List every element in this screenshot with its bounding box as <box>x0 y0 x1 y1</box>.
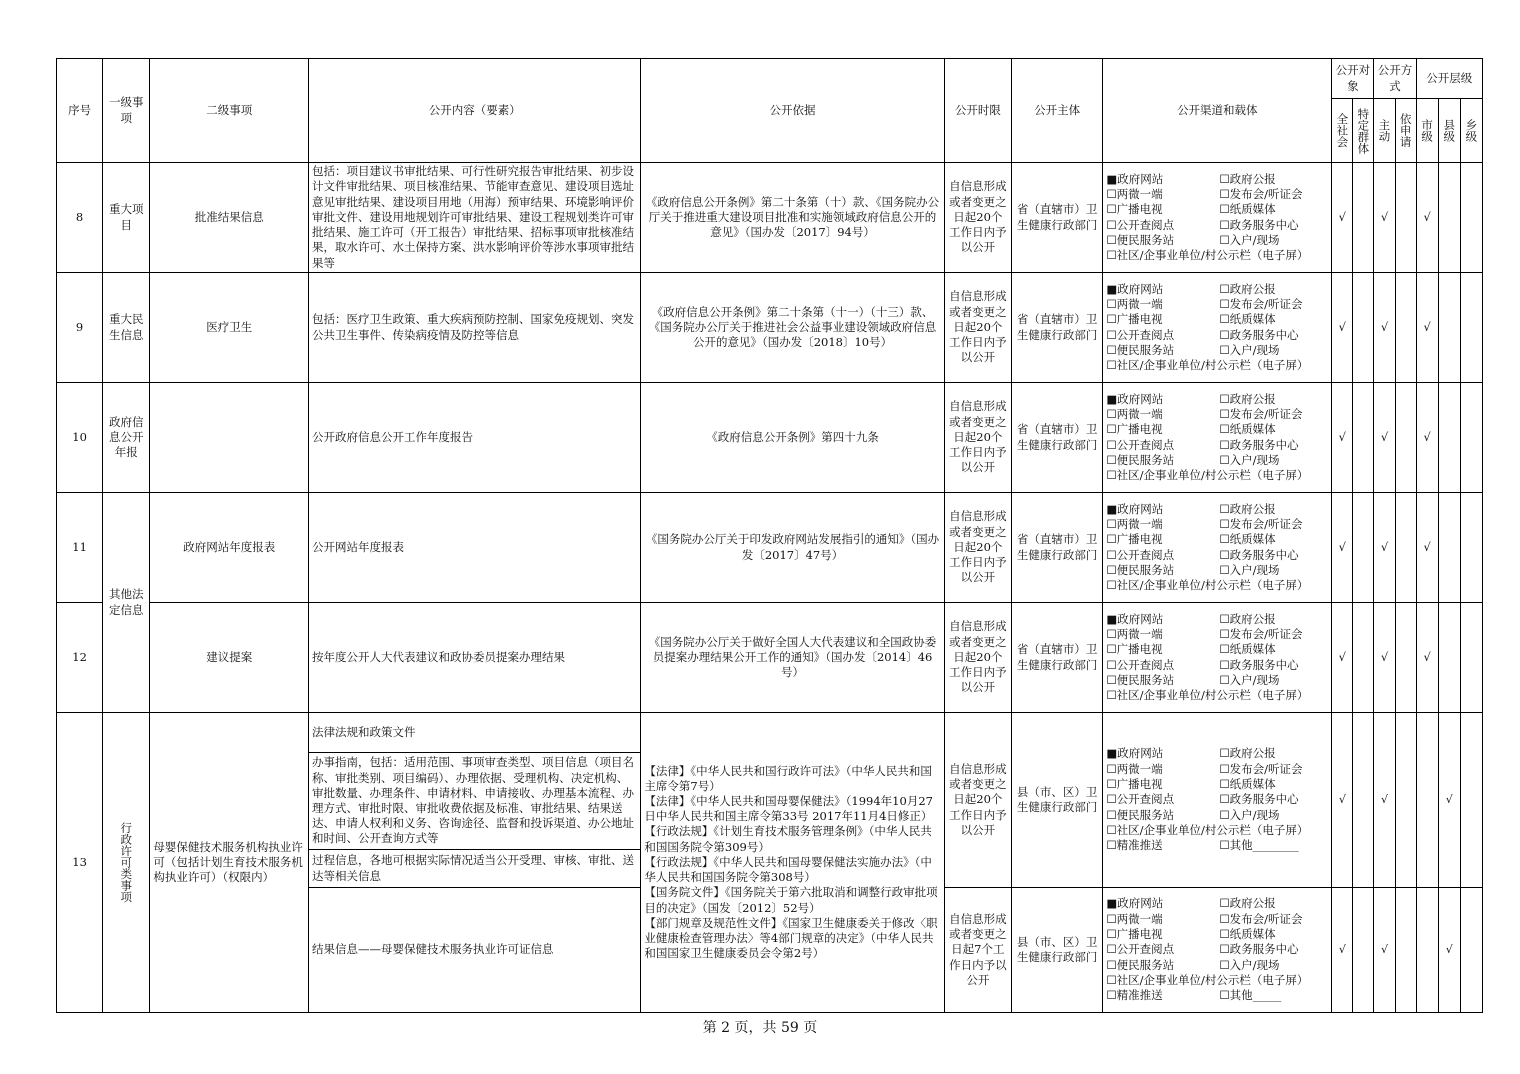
check-mode-apply <box>1395 888 1416 1013</box>
check-target-specific <box>1353 163 1374 273</box>
row-seq: 8 <box>57 163 103 273</box>
check-mode-active: √ <box>1374 603 1395 713</box>
header-level-county: 县级 <box>1442 119 1457 142</box>
row-level1: 其他法定信息 <box>103 493 150 713</box>
row-time-limit: 自信息形成或者变更之日起7个工作日内予以公开 <box>944 888 1011 1013</box>
row-content: 包括：医疗卫生政策、重大疾病预防控制、国家免疫规划、突发公共卫生事件、传染病疫情及防控等信息 <box>309 273 641 383</box>
header-target-specific: 特定群体 <box>1356 107 1371 154</box>
row-basis: 《国务院办公厅关于印发政府网站发展指引的通知》（国办发〔2017〕47号） <box>641 493 944 603</box>
row-level2: 政府网站年度报表 <box>150 493 309 603</box>
row-content-a: 法律法规和政策文件 <box>309 713 641 753</box>
row-subject: 县（市、区）卫生健康行政部门 <box>1011 888 1102 1013</box>
row-content-d: 结果信息——母婴保健技术服务执业许可证信息 <box>309 888 641 1013</box>
row-subject: 县（市、区）卫生健康行政部门 <box>1011 713 1102 888</box>
table-row <box>57 273 1483 383</box>
row-basis: 《国务院办公厅关于做好全国人大代表建议和全国政协委员提案办理结果公开工作的通知》（国办发〔2014〕46号） <box>641 603 944 713</box>
check-target-all: √ <box>1332 888 1353 1013</box>
check-level-city: √ <box>1416 163 1438 273</box>
row-basis: 【法律】《中华人民共和国行政许可法》（中华人民共和国主席令第7号） 【法律】《中华人民共和国母婴保健法》（1994年10月27日中华人民共和国主席令第33号 2017年11月4日修正） 【行政法规】《计划生育技术服务管理条例》（中华人民共和国国务院令第309号） 【行政法规】《中华人民共和国母婴保健法实施办法》（中华人民共和国国务院令第308号） 【国务院文件】《国务院关于第六批取消和调整行政审批项目的决定》（国发〔2012〕52号） 【部门规章及规范性文件】《国家卫生健康委关于修改〈职业健康检查管理办法〉等4部门规章的决定》（中华人民共和国国家卫生健康委员会令第2号） <box>641 713 944 1013</box>
check-level-town <box>1460 273 1482 383</box>
table-row <box>57 713 1483 753</box>
check-level-county <box>1438 273 1460 383</box>
row-content: 按年度公开人大代表建议和政协委员提案办理结果 <box>309 603 641 713</box>
row-channel: ■政府网站 ☐政府公报 ☐两微一端 ☐发布会/听证会 ☐广播电视 ☐纸质媒体 ☐公开查阅点 ☐政务服务中心 ☐便民服务站 ☐入户/现场 ☐社区/企事业单位/村公示栏（电子屏） <box>1103 493 1332 603</box>
check-level-city: √ <box>1416 383 1438 493</box>
row-channel: ■政府网站 ☐政府公报 ☐两微一端 ☐发布会/听证会 ☐广播电视 ☐纸质媒体 ☐公开查阅点 ☐政务服务中心 ☐便民服务站 ☐入户/现场 ☐社区/企事业单位/村公示栏（电子屏） ☐精准推送 ☐其他________ <box>1103 713 1332 888</box>
row-level1: 重大民生信息 <box>103 273 150 383</box>
check-mode-apply <box>1395 273 1416 383</box>
check-mode-apply <box>1395 493 1416 603</box>
header-mode-apply: 依申请 <box>1398 113 1413 148</box>
header-content: 公开内容（要素） <box>309 59 641 163</box>
check-target-specific <box>1353 493 1374 603</box>
header-basis: 公开依据 <box>641 59 944 163</box>
check-target-all: √ <box>1332 273 1353 383</box>
row-level2: 医疗卫生 <box>150 273 309 383</box>
row-time-limit: 自信息形成或者变更之日起20个工作日内予以公开 <box>944 713 1011 888</box>
header-row-1 <box>57 59 1483 99</box>
check-level-county <box>1438 383 1460 493</box>
row-seq: 13 <box>57 713 103 1013</box>
check-level-city <box>1416 888 1438 1013</box>
row-level2: 母婴保健技术服务机构执业许可（包括计划生育技术服务机构执业许可）（权限内） <box>150 713 309 1013</box>
row-subject: 省（直辖市）卫生健康行政部门 <box>1011 493 1102 603</box>
row-level2 <box>150 383 309 493</box>
check-level-county <box>1438 493 1460 603</box>
row-basis: 《政府信息公开条例》第四十九条 <box>641 383 944 493</box>
row-content-b: 办事指南，包括：适用范围、事项审查类型、项目信息（项目名称、审批类别、项目编码）、办理依据、受理机构、决定机构、审批数量、办理条件、申请材料、申请接收、办理基本流程、办理方式、审批时限、审批收费依据及标准、审批结果、结果送达、申请人权利和义务、咨询途径、监督和投诉渠道、办公地址和时间、公开查询方式等 <box>309 753 641 850</box>
row-time-limit: 自信息形成或者变更之日起20个工作日内予以公开 <box>944 493 1011 603</box>
disclosure-table <box>56 58 1483 1013</box>
header-level-city: 市级 <box>1420 119 1435 142</box>
row-subject: 省（直辖市）卫生健康行政部门 <box>1011 383 1102 493</box>
row-level1: 政府信息公开年报 <box>103 383 150 493</box>
header-level: 公开层级 <box>1416 59 1482 99</box>
header-mode-active: 主动 <box>1377 119 1392 142</box>
check-target-specific <box>1353 603 1374 713</box>
header-channel: 公开渠道和载体 <box>1103 59 1332 163</box>
check-target-specific <box>1353 888 1374 1013</box>
row-level1-text: 行政许可类事项 <box>119 822 134 903</box>
check-level-county: √ <box>1438 888 1460 1013</box>
header-seq: 序号 <box>57 59 103 163</box>
check-target-all: √ <box>1332 383 1353 493</box>
check-mode-apply <box>1395 163 1416 273</box>
row-subject: 省（直辖市）卫生健康行政部门 <box>1011 273 1102 383</box>
page-number: 第 2 页，共 59 页 <box>702 1020 818 1036</box>
row-seq: 12 <box>57 603 103 713</box>
check-level-city: √ <box>1416 273 1438 383</box>
row-channel: ■政府网站 ☐政府公报 ☐两微一端 ☐发布会/听证会 ☐广播电视 ☐纸质媒体 ☐公开查阅点 ☐政务服务中心 ☐便民服务站 ☐入户/现场 ☐社区/企事业单位/村公示栏（电子屏） <box>1103 163 1332 273</box>
header-level2: 二级事项 <box>150 59 309 163</box>
row-level2: 批准结果信息 <box>150 163 309 273</box>
check-mode-apply <box>1395 603 1416 713</box>
check-mode-active: √ <box>1374 383 1395 493</box>
check-mode-active: √ <box>1374 273 1395 383</box>
check-level-county <box>1438 163 1460 273</box>
row-time-limit: 自信息形成或者变更之日起20个工作日内予以公开 <box>944 163 1011 273</box>
row-time-limit: 自信息形成或者变更之日起20个工作日内予以公开 <box>944 603 1011 713</box>
check-mode-active: √ <box>1374 888 1395 1013</box>
check-mode-apply <box>1395 713 1416 888</box>
check-target-all: √ <box>1332 713 1353 888</box>
check-mode-apply <box>1395 383 1416 493</box>
check-level-town <box>1460 888 1482 1013</box>
row-channel: ■政府网站 ☐政府公报 ☐两微一端 ☐发布会/听证会 ☐广播电视 ☐纸质媒体 ☐公开查阅点 ☐政务服务中心 ☐便民服务站 ☐入户/现场 ☐社区/企事业单位/村公示栏（电子屏） <box>1103 383 1332 493</box>
check-level-county <box>1438 603 1460 713</box>
check-target-specific <box>1353 273 1374 383</box>
row-subject: 省（直辖市）卫生健康行政部门 <box>1011 603 1102 713</box>
check-mode-active: √ <box>1374 493 1395 603</box>
header-level1: 一级事项 <box>103 59 150 163</box>
row-basis: 《政府信息公开条例》第二十条第（十）款、《国务院办公厅关于推进重大建设项目批准和实施领域政府信息公开的意见》（国办发〔2017〕94号） <box>641 163 944 273</box>
check-target-specific <box>1353 383 1374 493</box>
check-mode-active: √ <box>1374 163 1395 273</box>
table-row <box>57 383 1483 493</box>
header-target: 公开对象 <box>1332 59 1374 99</box>
check-level-town <box>1460 493 1482 603</box>
check-level-town <box>1460 383 1482 493</box>
row-time-limit: 自信息形成或者变更之日起20个工作日内予以公开 <box>944 273 1011 383</box>
check-level-town <box>1460 163 1482 273</box>
check-target-all: √ <box>1332 493 1353 603</box>
check-mode-active: √ <box>1374 713 1395 888</box>
header-target-all: 全社会 <box>1335 113 1350 148</box>
row-level1: 重大项目 <box>103 163 150 273</box>
table-row <box>57 493 1483 603</box>
row-time-limit: 自信息形成或者变更之日起20个工作日内予以公开 <box>944 383 1011 493</box>
row-content: 公开政府信息公开工作年度报告 <box>309 383 641 493</box>
row-level2: 建议提案 <box>150 603 309 713</box>
row-channel: ■政府网站 ☐政府公报 ☐两微一端 ☐发布会/听证会 ☐广播电视 ☐纸质媒体 ☐公开查阅点 ☐政务服务中心 ☐便民服务站 ☐入户/现场 ☐社区/企事业单位/村公示栏（电子屏） <box>1103 273 1332 383</box>
check-level-city: √ <box>1416 603 1438 713</box>
row-seq: 11 <box>57 493 103 603</box>
header-subject: 公开主体 <box>1011 59 1102 163</box>
row-basis: 《政府信息公开条例》第二十条第（十一）（十三）款、《国务院办公厅关于推进社会公益事业建设领域政府信息公开的意见》（国办发〔2018〕10号） <box>641 273 944 383</box>
table-row <box>57 163 1483 273</box>
row-subject: 省（直辖市）卫生健康行政部门 <box>1011 163 1102 273</box>
header-time-limit: 公开时限 <box>944 59 1011 163</box>
check-level-city <box>1416 713 1438 888</box>
check-level-town <box>1460 603 1482 713</box>
check-level-town <box>1460 713 1482 888</box>
row-seq: 10 <box>57 383 103 493</box>
row-content-c: 过程信息，各地可根据实际情况适当公开受理、审核、审批、送达等相关信息 <box>309 850 641 888</box>
check-target-specific <box>1353 713 1374 888</box>
row-channel: ■政府网站 ☐政府公报 ☐两微一端 ☐发布会/听证会 ☐广播电视 ☐纸质媒体 ☐公开查阅点 ☐政务服务中心 ☐便民服务站 ☐入户/现场 ☐社区/企事业单位/村公示栏（电子屏） ☐精准推送 ☐其他_____ <box>1103 888 1332 1013</box>
check-target-all: √ <box>1332 603 1353 713</box>
header-mode: 公开方式 <box>1374 59 1416 99</box>
row-channel: ■政府网站 ☐政府公报 ☐两微一端 ☐发布会/听证会 ☐广播电视 ☐纸质媒体 ☐公开查阅点 ☐政务服务中心 ☐便民服务站 ☐入户/现场 ☐社区/企事业单位/村公示栏（电子屏） <box>1103 603 1332 713</box>
check-target-all: √ <box>1332 163 1353 273</box>
header-level-town: 乡级 <box>1464 119 1479 142</box>
row-content: 公开网站年度报表 <box>309 493 641 603</box>
row-content: 包括：项目建议书审批结果、可行性研究报告审批结果、初步设计文件审批结果、项目核准结果、节能审查意见、建设项目选址意见审批结果、建设项目用地（用海）预审结果、环境影响评价审批文件、建设用地规划许可审批结果、建设工程规划类许可审批结果、施工许可（开工报告）审批结果、招标事项审批核准结果，取水许可、水土保持方案、洪水影响评价等涉水事项审批结果等 <box>309 163 641 273</box>
row-seq: 9 <box>57 273 103 383</box>
check-level-county: √ <box>1438 713 1460 888</box>
table-row <box>57 603 1483 713</box>
check-level-city: √ <box>1416 493 1438 603</box>
row-level1 <box>103 713 150 1013</box>
